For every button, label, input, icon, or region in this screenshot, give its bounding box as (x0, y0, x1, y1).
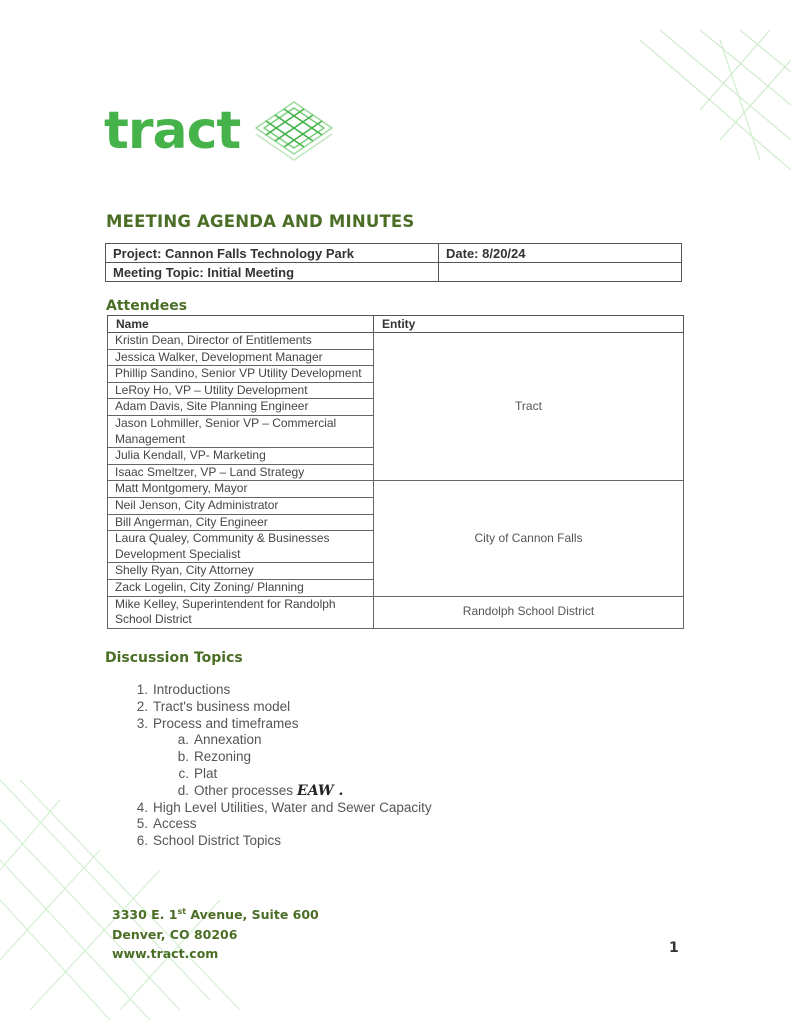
attendee-name: Jessica Walker, Development Manager (108, 349, 374, 366)
page-number: 1 (669, 940, 679, 956)
topic-text: Introductions (153, 682, 231, 697)
topic-text: High Level Utilities, Water and Sewer Capacity (153, 799, 432, 815)
page-title: MEETING AGENDA AND MINUTES (106, 212, 415, 231)
discussion-topic (136, 799, 432, 817)
attendee-name: Shelly Ryan, City Attorney (108, 563, 374, 580)
topic-text: Annexation (194, 732, 262, 748)
topic-number: 5. (136, 816, 148, 832)
attendee-row (108, 333, 684, 350)
attendee-entity: Randolph School District (374, 596, 684, 628)
topic-number: 4. (136, 799, 148, 815)
topic-text: Access (153, 816, 197, 832)
discussion-topics-heading: Discussion Topics (105, 650, 243, 666)
attendees-table-body (108, 333, 684, 629)
discussion-subtopic (148, 766, 432, 783)
project-info-table (105, 243, 682, 282)
topic-text: School District Topics (153, 833, 282, 849)
topic-row (106, 263, 682, 282)
project-label: Project: Cannon Falls Technology Park (106, 244, 439, 263)
name-column-header: Name (108, 316, 374, 333)
attendee-name: Phillip Sandino, Senior VP Utility Development (108, 366, 374, 383)
website-link[interactable]: www.tract.com (112, 946, 219, 962)
topic-number: d. (177, 782, 189, 798)
topic-number: 2. (136, 698, 148, 714)
attendee-entity: Tract (374, 333, 684, 481)
attendee-row (108, 596, 684, 628)
tract-logo (104, 96, 336, 166)
empty-cell (439, 263, 682, 282)
topic-number: 1. (136, 682, 148, 697)
attendee-row (108, 481, 684, 498)
discussion-subtopic (148, 732, 432, 749)
attendees-table (107, 315, 684, 629)
attendee-name: Adam Davis, Site Planning Engineer (108, 399, 374, 416)
discussion-topic (136, 833, 432, 850)
discussion-topics-list (136, 682, 432, 850)
attendee-name: Bill Angerman, City Engineer (108, 514, 374, 531)
topic-number: 6. (136, 833, 148, 849)
topic-text: Other processes (194, 782, 294, 798)
attendees-heading: Attendees (106, 298, 188, 314)
discussion-topic (136, 816, 432, 833)
attendee-name: Laura Qualey, Community & Businesses Development Specialist (108, 531, 374, 563)
footer-address (112, 902, 319, 964)
attendee-name: Isaac Smeltzer, VP – Land Strategy (108, 464, 374, 481)
topic-number: 3. (136, 715, 148, 731)
discussion-subtopic (148, 783, 432, 800)
discussion-topic (136, 715, 432, 733)
attendee-name: Julia Kendall, VP- Marketing (108, 448, 374, 465)
attendee-name: Zack Logelin, City Zoning/ Planning (108, 579, 374, 596)
topic-text: Rezoning (194, 749, 252, 765)
attendee-name: Neil Jenson, City Administrator (108, 497, 374, 514)
address-line-2: Denver, CO 80206 (112, 926, 238, 942)
address-line-1-prefix: 3330 E. 1 (112, 907, 178, 923)
logo-wordmark: tract (104, 101, 241, 161)
date-label: Date: 8/20/24 (439, 244, 682, 263)
meeting-topic-label: Meeting Topic: Initial Meeting (106, 263, 439, 282)
address-line-1-superscript: st (177, 907, 187, 916)
attendees-header-row (108, 316, 684, 333)
entity-column-header: Entity (374, 316, 684, 333)
topic-text: Tract's business model (153, 698, 291, 714)
attendee-name: Kristin Dean, Director of Entitlements (108, 333, 374, 350)
address-line-1-suffix: Avenue, Suite 600 (186, 907, 319, 923)
address-line-1 (112, 902, 319, 925)
attendee-name: Matt Montgomery, Mayor (108, 481, 374, 498)
project-row (106, 244, 682, 263)
layered-diamond-logo-icon (252, 96, 336, 166)
attendee-entity: City of Cannon Falls (374, 481, 684, 596)
discussion-subtopic (148, 749, 432, 766)
topic-text: Plat (194, 765, 218, 781)
attendee-name: Mike Kelley, Superintendent for Randolph School District (108, 596, 374, 628)
topic-number: c. (178, 765, 189, 781)
discussion-topic (136, 682, 432, 699)
topic-number: a. (177, 732, 189, 748)
topic-text: Process and timeframes (153, 715, 299, 731)
attendee-name: LeRoy Ho, VP – Utility Development (108, 382, 374, 399)
topic-number: b. (177, 749, 189, 765)
attendee-name: Jason Lohmiller, Senior VP – Commercial Management (108, 415, 374, 447)
discussion-topic (136, 698, 432, 716)
handwritten-note: EAW . (297, 782, 344, 799)
